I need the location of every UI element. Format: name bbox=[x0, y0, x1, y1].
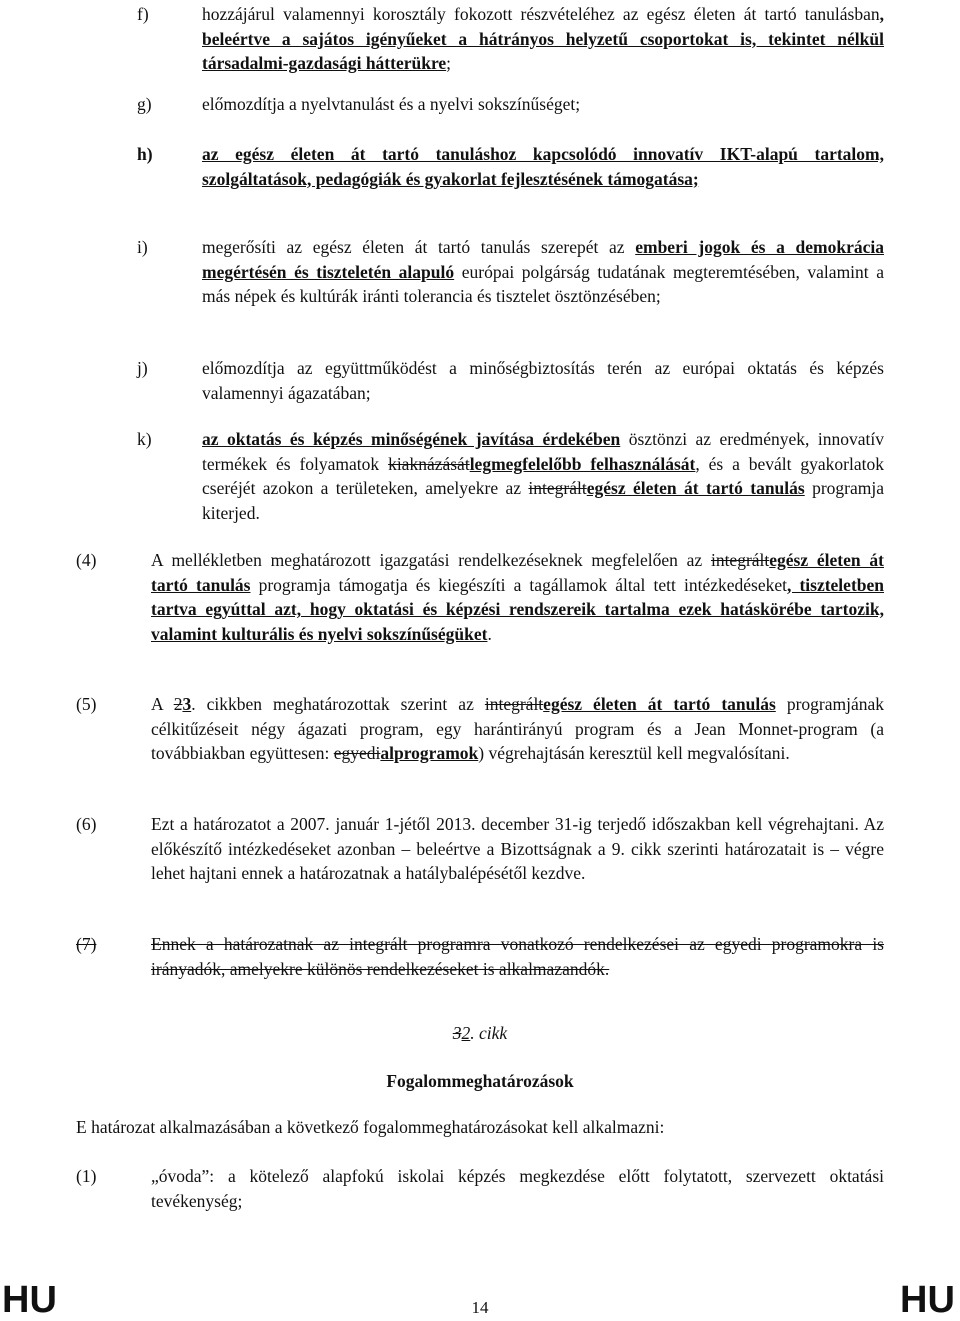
p4-insert-1: egész életen át tartó tanulás bbox=[151, 550, 884, 595]
item-label-j: j) bbox=[137, 358, 148, 378]
paragraph-label-4: (4) bbox=[76, 550, 97, 570]
item-k-deleted-2: integrált bbox=[528, 478, 587, 498]
p4-deleted-1: integrált bbox=[710, 550, 770, 570]
item-h-text: az egész életen át tartó tanuláshoz kapcsolódó innovatív IKT-alapú tartalom, szolgáltatások, pedagógiák és gyakorlat fejlesztésének támogatása; bbox=[202, 144, 884, 189]
p4-text-1: A mellékletben meghatározott igazgatási rendelkezéseknek megfelelően az bbox=[151, 550, 711, 570]
item-k-text-8: programja kiterjed. bbox=[202, 478, 884, 523]
article-number-new: 2 bbox=[461, 1023, 471, 1043]
item-f-text-1: hozzájárul valamennyi korosztály fokozott részvételéhez az egész életen át tartó tanulásban bbox=[202, 4, 880, 24]
p5-deleted-2: integrált bbox=[484, 694, 544, 714]
item-k-text bbox=[202, 427, 884, 525]
item-label-f: f) bbox=[137, 4, 149, 24]
item-f-insert: , beleértve a sajátos igényűeket a hátrányos helyzetű csoportokat is, tekintet nélkül társadalmi-gazdasági hátterükre bbox=[202, 4, 884, 73]
article-number-suffix: . cikk bbox=[470, 1023, 508, 1043]
p5-text-1: A bbox=[151, 694, 174, 714]
item-k-insert-2: legmegfelelőbb felhasználását bbox=[469, 453, 696, 474]
p5-insert-1: 3 bbox=[182, 694, 192, 714]
item-g-text: előmozdítja a nyelvtanulást és a nyelvi sokszínűséget; bbox=[202, 94, 581, 114]
footer-language-right: HU bbox=[900, 1279, 955, 1321]
item-label-h: h) bbox=[137, 144, 153, 164]
item-label-g: g) bbox=[137, 94, 152, 114]
item-label-k: k) bbox=[137, 429, 152, 449]
paragraph-7-text: Ennek a határozatnak az integrált programra vonatkozó rendelkezései az egyedi programokra is irányadók, amelyekre különös rendelkezéseket is alkalmazandók. bbox=[151, 934, 884, 979]
paragraph-label-6: (6) bbox=[76, 814, 97, 834]
article-number bbox=[0, 1023, 960, 1044]
definition-label-1: (1) bbox=[76, 1166, 97, 1186]
item-k-insert-3: egész életen át tartó tanulás bbox=[586, 478, 805, 498]
p5-text-7: programjának célkitűzéseit négy ágazati program, egy harántirányú program és a Jean Monnet-program (a továbbiakban együttesen: bbox=[151, 694, 884, 763]
item-k-text-5: , és a bevált gyakorlatok cseréjét azokon a területeken, amelyekre az bbox=[202, 453, 884, 498]
item-k-insert-1: az oktatás és képzés minőségének javítása érdekében bbox=[202, 429, 621, 449]
item-i-text-1: megerősíti az egész életen át tartó tanulás szerepét az bbox=[202, 237, 636, 257]
item-i-text bbox=[202, 235, 884, 309]
definition-1-text: „óvoda”: a kötelező alapfokú iskolai képzés megkezdése előtt folytatott, szervezett oktatási tevékenység; bbox=[151, 1166, 884, 1211]
footer-language-left: HU bbox=[2, 1279, 57, 1321]
paragraph-5-text bbox=[151, 692, 884, 766]
p5-text-4: . cikkben meghatározottak szerint az bbox=[191, 694, 485, 714]
item-k-text-2: ösztönzi az eredmények, innovatív termékek és folyamatok bbox=[202, 429, 884, 474]
p5-text-10: ) végrehajtásán keresztül kell megvalósítani. bbox=[478, 743, 790, 763]
item-f-text bbox=[202, 2, 884, 76]
p5-insert-3: alprogramok bbox=[380, 743, 479, 763]
p4-text-6: . bbox=[487, 623, 492, 644]
item-k-deleted-1: kiaknázását bbox=[388, 453, 470, 474]
p4-insert-2: , tiszteletben tartva egyúttal azt, hogy oktatási és képzési rendszereik tartalma ezek hatáskörébe tartozik, valamint kulturális és nyelvi sokszínűségüket bbox=[151, 574, 884, 644]
item-i-insert: emberi jogok és a demokrácia megértésén és tiszteletén alapuló bbox=[202, 237, 884, 282]
item-label-i: i) bbox=[137, 237, 148, 257]
article-title: Fogalommeghatározások bbox=[386, 1071, 574, 1091]
item-j-text: előmozdítja az együttműködést a minőségbiztosítás terén az európai oktatás és képzés valamennyi ágazatában; bbox=[202, 358, 884, 403]
paragraph-6-text: Ezt a határozatot a 2007. január 1-jétől 2013. december 31-ig terjedő időszakban kell végrehajtani. Az előkészítő intézkedéseket azonban – beleértve a Bizottságnak a 9. cikk szerinti határozatait is – végre lehet hajtani ennek a határozatnak a hatálybalépésétől kezdve. bbox=[151, 814, 884, 883]
article-number-old: 3 bbox=[452, 1023, 462, 1043]
article-intro: E határozat alkalmazásában a következő fogalommeghatározásokat kell alkalmazni: bbox=[76, 1117, 665, 1137]
p5-deleted-1: 2 bbox=[173, 694, 183, 714]
item-f-text-3: ; bbox=[446, 53, 452, 73]
paragraph-label-7: (7) bbox=[76, 934, 97, 954]
paragraph-4-text bbox=[151, 548, 884, 646]
p4-text-4: programja támogatja és kiegészíti a tagállamok által tett intézkedéseket bbox=[250, 574, 787, 595]
page-number: 14 bbox=[471, 1298, 489, 1317]
p5-deleted-3: egyedi bbox=[333, 743, 381, 763]
p5-insert-2: egész életen át tartó tanulás bbox=[543, 694, 776, 714]
item-i-text-3: európai polgárság tudatának megteremtésében, valamint a más népek és kultúrák iránti tolerancia és tisztelet ösztönzésében; bbox=[202, 261, 885, 306]
paragraph-label-5: (5) bbox=[76, 694, 97, 714]
